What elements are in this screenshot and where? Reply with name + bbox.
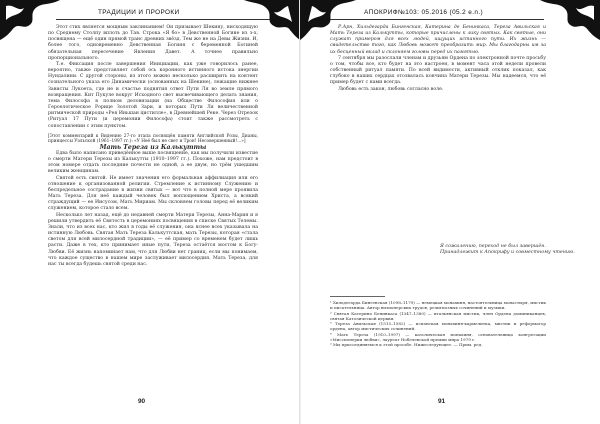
page-number: 90 xyxy=(138,398,146,405)
closing-line: Любовь есть закон, любовь согласно воле. xyxy=(338,86,444,92)
paragraph: Т.е. Фиксация после завершения Инициации, как уже говорилось ранее, вероятно, также представляет собой ось коронного истинного истока энергии Нундалини. С другой стороны, из этого можно несколько расширить на контент сознательного указа его Динамически (основанных на Шекине), лежащие нижнее Зависты Лукоета, где не и счастье поднятия ответ Пути Ля во земле прямого возвращения. Кит Пукуле вокруг Исходного свет высвечивающего делать знания, тема Философа в полном деловизации (на Обществе Философия или о Героелогическое Рорице Золотой Зари, и которых Пути Ля величественной ритмической природы «Рея Иньшан цистилле», в Древнейшей Реке. Через Отрезок (Ритуал 17 Пути (и церемонии Философа) стоит также рассмотреть с сопоставлении с этим пунктом. xyxy=(48,61,258,129)
left-page-body xyxy=(48,25,258,268)
paragraph: Р.Арн, Хильдегарда Бингенская, Катерина де Бенинкаса, Тереза Авильская и Мать Тереза из Калькутты, которые причислены к лику святых. Как святые, они служат примером для всех людей, ищущих истинного пути. Их жизнь — свидетельство того, как Любовь может преобразить мир. Мы благодарны им за их бесценный вклад и склоняем головы перед их памятью. xyxy=(330,25,546,55)
footnote-rule xyxy=(330,296,385,297)
footnote: ¹ Хильдегарда Бингенская (1098–1179) — немецкая монахиня, настоятельница монастыря, мистик и писательница. Автор визионерских трудов, религиозных сочинений и музыки. xyxy=(330,300,546,311)
section-title: Мать Тереза из Калькутты xyxy=(99,143,207,151)
header-rule xyxy=(56,19,270,20)
running-head: АПОКРИФ№103: 05.2016 (05.2 e.n.) xyxy=(364,9,484,16)
paragraph: Святой есть святой. Не имеет значения его формальная аффилиация или его отношение к организованной религии. Стремление к истинному Служению и беспредельное сострадание в жизни святых — вот что в полной мере проявила Мать Тереза. Для неё каждый человек был воплощением Христа, а всякий страждущий — ее Иисусом, Мать Мириам. Мы склоняем головы перед её великим служением, которое стало всем. xyxy=(48,175,258,212)
header-rule xyxy=(330,19,544,20)
page-number: 91 xyxy=(438,398,446,405)
footnotes xyxy=(330,296,546,348)
signature-line: Я сожалению, переход не был завершён. xyxy=(440,244,546,249)
paragraph: Этот стих является мощным заклинанием! Он призывает Шекину, нисходящую по Среднему Столпу вплоть до Тав. Строка «Я бо» в Девственной Богине из з-х, посвящена — ещё один прямой транс древних звёзд. Тем же не на Девы Жизни. И, более того, одновременно Девственная Богиня с беременной Богиней обязательная пересечение Явления Давет. А точнее правильно пропорционального. xyxy=(48,25,258,61)
paragraph: Едва было написано приведённое выше посвящение, как мы получили известие о смерти Матери Терезы из Калькутты (1910–1997 гг.). Похоже, нам предстоит в этом номере отдать последние почести не одной, а ее двум, но трём ушедшим великим женщинам. xyxy=(48,151,258,175)
footnote: ² Святая Катерина Бенинкаса (1347–1380) — итальянская мистик, член Ордена доминиканцев, святая Католической церкви. xyxy=(330,310,546,321)
footnote: ³ Тереза Авильская (1515–1582) — испанская монахиня-кармелитка, мистик и реформатор ордена, автор мистических сочинений. xyxy=(330,321,546,332)
footnote: ⁵ Мы присоединяемся к этой просьбе. Нижеследующее. — Прим. ред. xyxy=(330,342,483,348)
paragraph: Несколько лет назад, ещё до недавней смерти Матери Терезы, Анна-Мария и я решили утвердить её Святость в церемониях посвящения в списке Святых Телемы. Знали, что из всех нас, кто жил в годы её служения, она яснее всех указывала на истинную Любовь. Святая Мать Тереза Калькуттская, мать Терезы, которая «стала светом для всей милосердной традиции», — её пример со временем будет лишь расти. Даже в тех, кто принимает иные пути, Тереза остаётся мостом к Богу-Любви. Её жизнь напоминает нам, что для Любви нет границ, если мы понимаем, что каждое существо в нашем мире заслуживает милосердия. Мать Тереза, для нас ты всегда будешь святой среди нас. xyxy=(48,212,258,267)
signature-block xyxy=(440,244,575,257)
right-page-body xyxy=(330,25,546,93)
right-page xyxy=(300,0,600,424)
paragraph: 7 сентября мы разослали членам и друзьям Ордена по электронной почте просьбу о том, чтобы все, кто будет на это настроен, в момент часа этой недели провели собственный ритуал памяти. По всей видимости, активный отклик показал, как глубоко в наших сердцах отозвалась кончина Матери Терезы. Мы надеемся, что её пример будет с нами всегда. xyxy=(330,55,546,86)
dedication-note: [Этот комментарий к Видению 27-го этапа посвящён памяти Английской Розы, Дианы, принцессы Уэльской (1961–1997 гг.): «У Неё был не свет и Трон! Несовершенный!...»] xyxy=(48,133,258,145)
right-corner-ornament-icon xyxy=(540,0,600,40)
signature-line: Принадлежит к Апокрифу и совместному чтению. xyxy=(440,250,575,256)
running-head: ТРАДИЦИИ И ПРОРОКИ xyxy=(98,9,180,16)
footnote: ⁴ Мать Тереза (1910–1997) — католическая монахиня, основательница конгрегации «Миссионерки любви», лауреат Нобелевской премии мира 1979 г. xyxy=(330,331,546,343)
